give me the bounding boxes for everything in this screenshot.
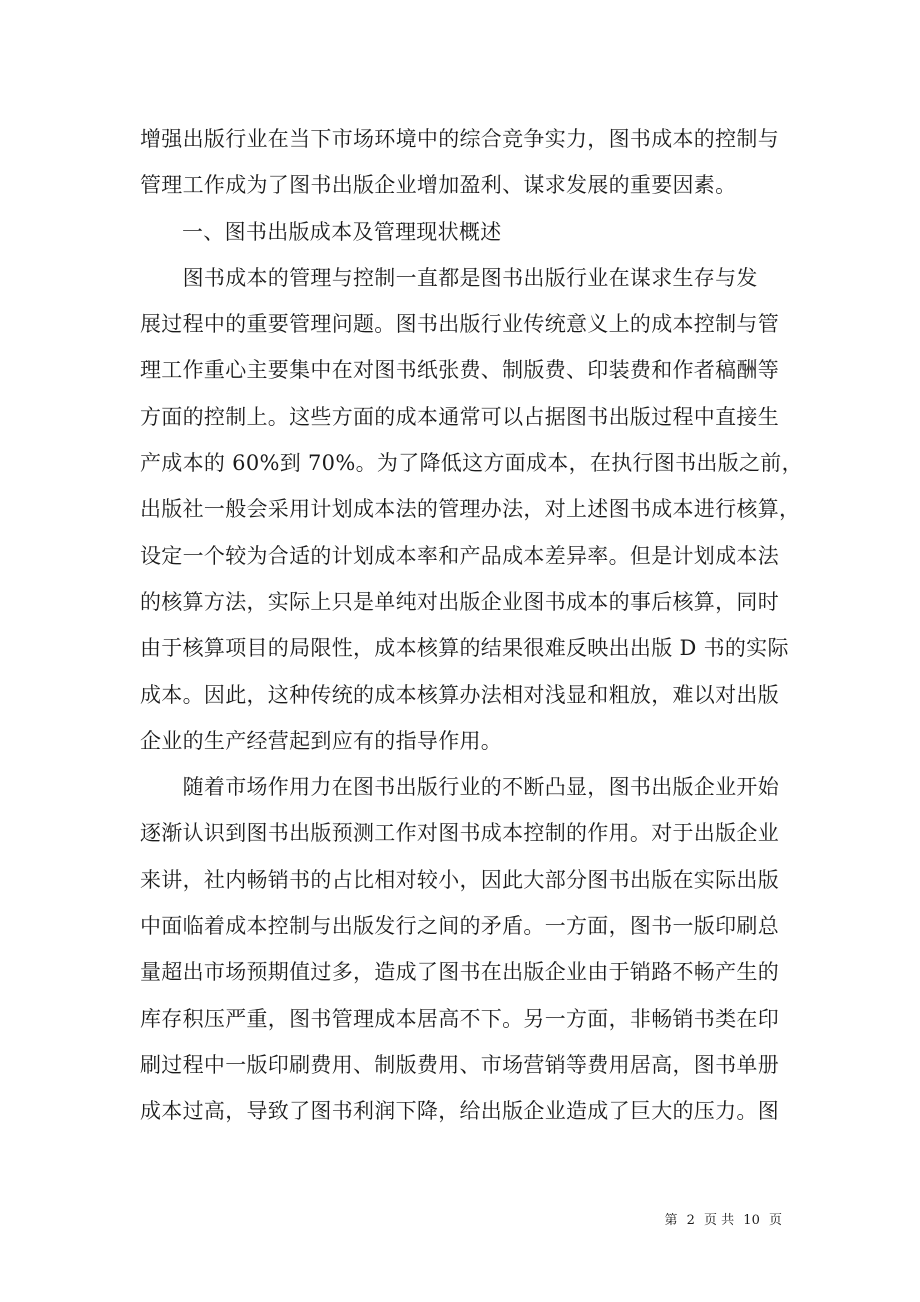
text-line: 量超出市场预期值过多，造成了图书在出版企业由于销路不畅产生的 — [140, 960, 779, 985]
document-body — [140, 116, 803, 1135]
text-line: 逐渐认识到图书出版预测工作对图书成本控制的作用。对于出版企业 — [140, 821, 779, 846]
footer-prefix: 第 — [664, 1213, 678, 1228]
text-line: 的核算方法，实际上只是单纯对出版企业图书成本的事后核算，同时 — [140, 589, 779, 614]
text-line: 企业的生产经营起到应有的指导作用。 — [140, 728, 503, 753]
text-line: 成本。因此，这种传统的成本核算办法相对浅显和粗放，难以对出版 — [140, 682, 779, 707]
text-line: 库存积压严重，图书管理成本居高不下。另一方面，非畅销书类在印 — [140, 1006, 779, 1031]
page-number-footer — [664, 1212, 782, 1230]
text-line: 成本过高，导致了图书利润下降，给出版企业造成了巨大的压力。图 — [140, 1099, 779, 1124]
text-line: 刷过程中一版印刷费用、制版费用、市场营销等费用居高，图书单册 — [140, 1052, 779, 1077]
footer-middle: 页 共 — [704, 1213, 735, 1228]
text-line: 管理工作成为了图书出版企业增加盈利、谋求发展的重要因素。 — [140, 173, 737, 198]
text-line: 来讲，社内畅销书的占比相对较小，因此大部分图书出版在实际出版 — [140, 867, 779, 892]
section-heading: 一、图书出版成本及管理现状概述 — [182, 219, 502, 244]
text-line: 产成本的 60%到 70%。为了降低这方面成本，在执行图书出版之前， — [140, 451, 803, 476]
footer-suffix: 页 — [768, 1213, 782, 1228]
text-line: 设定一个较为合适的计划成本率和产品成本差异率。但是计划成本法 — [140, 543, 779, 568]
text-line: 随着市场作用力在图书出版行业的不断凸显，图书出版企业开始 — [140, 775, 779, 800]
text-line: 出版社一般会采用计划成本法的管理办法，对上述图书成本进行核算， — [140, 497, 801, 522]
text-line: 展过程中的重要管理问题。图书出版行业传统意义上的成本控制与管 — [140, 312, 779, 337]
text-line: 图书成本的管理与控制一直都是图书出版行业在谋求生存与发 — [140, 265, 758, 290]
current-page-number: 2 — [686, 1213, 695, 1228]
text-line: 中面临着成本控制与出版发行之间的矛盾。一方面，图书一版印刷总 — [140, 914, 779, 939]
total-page-count: 10 — [743, 1213, 760, 1228]
text-line: 方面的控制上。这些方面的成本通常可以占据图书出版过程中直接生 — [140, 404, 779, 429]
text-line: 由于核算项目的局限性，成本核算的结果很难反映出出版 D 书的实际 — [140, 636, 789, 661]
text-line: 理工作重心主要集中在对图书纸张费、制版费、印装费和作者稿酬等 — [140, 358, 779, 383]
text-line: 增强出版行业在当下市场环境中的综合竞争实力，图书成本的控制与 — [140, 127, 779, 151]
